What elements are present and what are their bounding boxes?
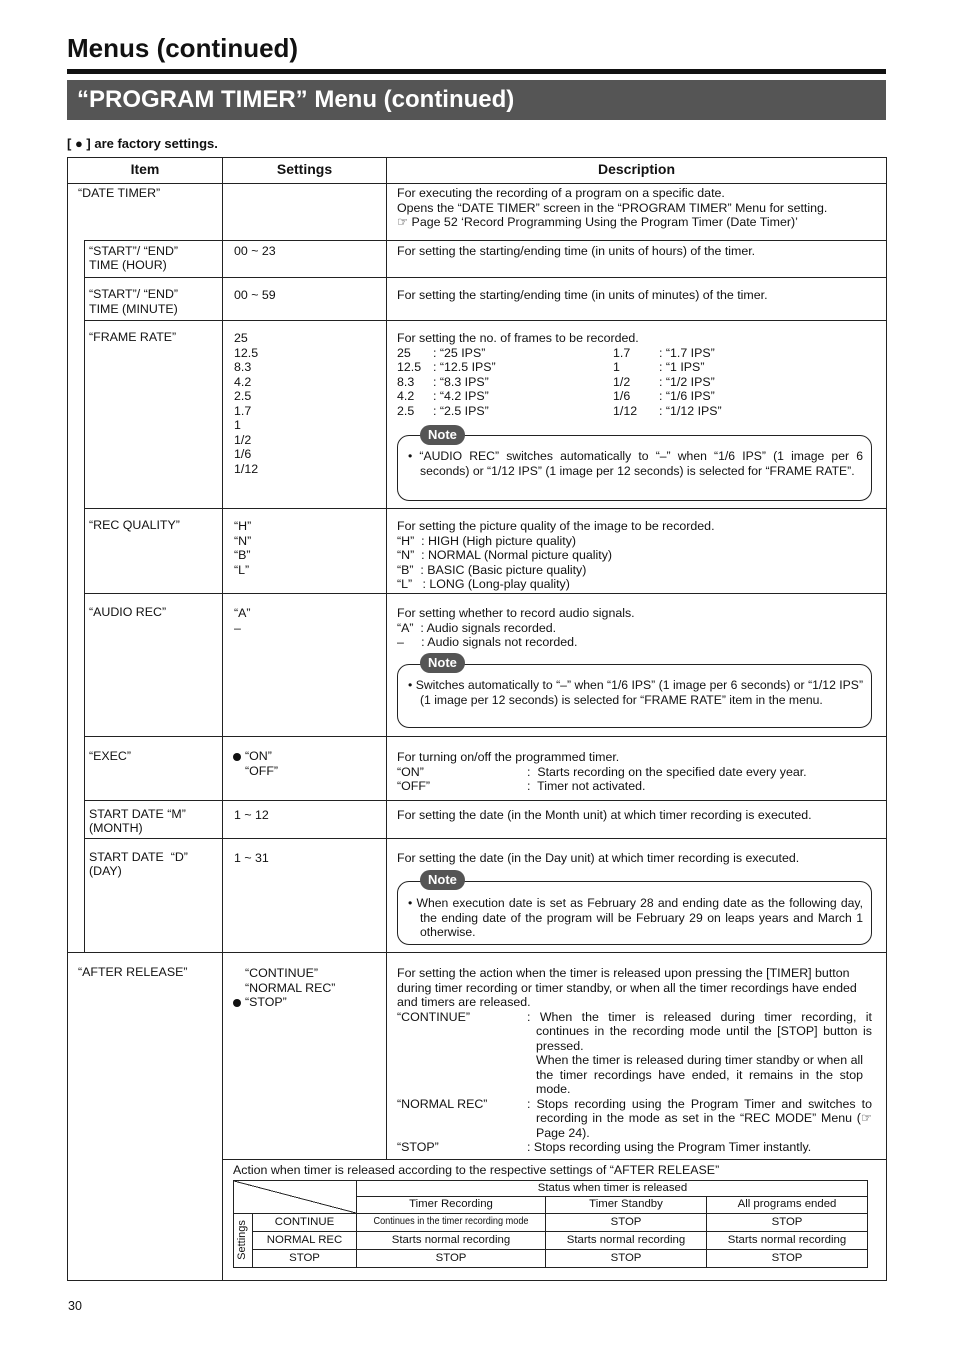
frame-rate-option: 1/12: [234, 461, 259, 476]
desc-rec-quality-b: “B” : BASIC (Basic picture quality): [397, 562, 587, 577]
frame-rate-label: : “12.5 IPS”: [433, 360, 496, 374]
item-frame-rate: “FRAME RATE”: [89, 330, 177, 344]
desc-date-timer-2: Opens the “DATE TIMER” screen in the “PROGRAM TIMER” Menu for setting.: [397, 201, 828, 215]
settings-time-hour: 00 ~ 23: [234, 244, 276, 258]
item-time-hour-2: TIME (HOUR): [89, 258, 167, 272]
frame-rate-option: 1.7: [234, 403, 252, 418]
item-start-date-month-1: START DATE “M”: [89, 807, 186, 821]
desc-exec: For turning on/off the programmed timer.: [397, 750, 620, 764]
desc-exec-off-text: : Timer not activated.: [527, 779, 646, 793]
item-after-release: “AFTER RELEASE”: [78, 965, 188, 979]
desc-frame-rate: For setting the no. of frames to be recorded.: [397, 331, 639, 345]
desc-after-release-normal-text: : Stops recording using the Program Timer and switches to recording in the mode as set in the “REC MODE” Menu (☞ Page 24).: [527, 1096, 872, 1140]
settings-rec-quality-l: “L”: [234, 562, 250, 577]
frame-rate-label: : “1/6 IPS”: [659, 389, 715, 403]
desc-after-release-2: during timer recording or timer standby, or when all the timer recordings have ended: [397, 980, 857, 995]
desc-start-date-day: For setting the date (in the Day unit) at which timer recording is executed.: [397, 851, 800, 865]
settings-after-release-stop: “STOP”: [245, 995, 287, 1009]
desc-rec-quality-h: “H” : HIGH (High picture quality): [397, 533, 577, 548]
settings-start-date-month: 1 ~ 12: [234, 808, 269, 822]
frame-rate-label: : “8.3 IPS”: [433, 374, 489, 389]
frame-rate-value: 4.2: [397, 389, 415, 403]
frame-rate-option: 1/6: [234, 447, 252, 461]
desc-after-release-1: For setting the action when the timer is released upon pressing the [TIMER] button: [397, 966, 850, 980]
desc-date-timer-ref: ☞ Page 52 ‘Record Programming Using the Program Timer (Date Timer)’: [397, 215, 798, 229]
note-start-date-day: • When execution date is set as February 28 and ending date as the following day, the ending date of the program will be February 29 on leaps years and March 1 otherwise.: [408, 896, 863, 939]
frame-rate-value: 8.3: [397, 374, 415, 389]
settings-rec-quality-h: “H”: [234, 519, 252, 533]
note-label: Note: [420, 425, 465, 445]
frame-rate-label: : “25 IPS”: [433, 345, 486, 360]
settings-exec-off: “OFF”: [245, 764, 279, 778]
settings-exec-on: “ON”: [245, 749, 272, 763]
item-start-date-month-2: (MONTH): [89, 821, 143, 835]
desc-time-minute: For setting the starting/ending time (in units of minutes) of the timer.: [397, 288, 768, 302]
settings-audio-rec-a: “A”: [234, 606, 251, 620]
item-exec: “EXEC”: [89, 749, 131, 763]
desc-exec-on-label: “ON”: [397, 764, 424, 779]
desc-after-release-stop-text: : Stops recording using the Program Timer instantly.: [527, 1140, 812, 1154]
note-audio-rec: • Switches automatically to “–” when “1/6 IPS” (1 image per 6 seconds) or “1/12 IPS” (1 image per 12 seconds) is selected for “FRAME RATE” item in the menu.: [408, 678, 863, 707]
desc-time-hour: For setting the starting/ending time (in units of hours) of the timer.: [397, 244, 756, 258]
item-time-hour-1: “START”/ “END”: [89, 244, 179, 258]
frame-rate-label: : “1.7 IPS”: [659, 345, 715, 360]
release-cell: STOP: [771, 1251, 803, 1264]
frame-rate-label: : “2.5 IPS”: [433, 403, 489, 418]
frame-rate-label: : “4.2 IPS”: [433, 389, 489, 403]
release-cell: Continues in the timer recording mode: [373, 1216, 529, 1227]
desc-after-release-normal-label: “NORMAL REC”: [397, 1096, 488, 1111]
release-table-caption: Action when timer is released according to the respective settings of “AFTER RELEASE”: [233, 1163, 720, 1177]
desc-rec-quality-n: “N” : NORMAL (Normal picture quality): [397, 548, 613, 562]
release-row-label: STOP: [289, 1251, 320, 1264]
release-col-all-ended: All programs ended: [737, 1198, 837, 1210]
settings-rec-quality-n: “N”: [234, 533, 252, 548]
settings-rec-quality-b: “B”: [234, 548, 251, 562]
release-col-timer-standby: Timer Standby: [589, 1198, 663, 1210]
frame-rate-value: 2.5: [397, 403, 415, 418]
note-frame-rate: • “AUDIO REC” switches automatically to “–” when “1/6 IPS” (1 image per 6 seconds) or “1/12 IPS” (1 image per 12 seconds) is selected for “FRAME RATE”.: [408, 449, 863, 478]
note-label: Note: [420, 653, 465, 673]
frame-rate-value: 1: [613, 360, 620, 374]
desc-audio-rec-off: – : Audio signals not recorded.: [397, 635, 578, 649]
frame-rate-option: 25: [234, 331, 248, 345]
frame-rate-value: 1/12: [613, 403, 638, 418]
frame-rate-option: 4.2: [234, 374, 252, 389]
page-title: Menus (continued): [67, 33, 299, 63]
item-time-minute-1: “START”/ “END”: [89, 287, 179, 301]
desc-after-release-3: and timers are released.: [397, 995, 531, 1009]
column-header-settings: Settings: [276, 161, 333, 177]
release-cell: STOP: [435, 1251, 467, 1264]
release-cell: STOP: [610, 1215, 642, 1228]
item-rec-quality: “REC QUALITY”: [89, 518, 180, 532]
release-row-label: CONTINUE: [274, 1215, 335, 1228]
item-start-date-day-2: (DAY): [89, 864, 122, 878]
release-row-label: NORMAL REC: [266, 1233, 343, 1246]
release-cell: STOP: [610, 1251, 642, 1264]
frame-rate-option: 1: [234, 418, 241, 432]
frame-rate-label: : “1/12 IPS”: [659, 403, 722, 418]
release-cell: Starts normal recording: [391, 1233, 511, 1246]
settings-audio-rec-off: –: [234, 620, 241, 635]
settings-start-date-day: 1 ~ 31: [234, 851, 269, 865]
desc-exec-on-text: : Starts recording on the specified date every year.: [527, 764, 807, 779]
release-col-timer-recording: Timer Recording: [409, 1198, 493, 1210]
frame-rate-value: 1.7: [613, 345, 631, 360]
settings-after-release-normal-rec: “NORMAL REC”: [245, 980, 336, 995]
release-cell: Starts normal recording: [566, 1233, 686, 1246]
item-audio-rec: “AUDIO REC”: [89, 605, 167, 619]
frame-rate-label: : “1 IPS”: [659, 360, 705, 374]
desc-exec-off-label: “OFF”: [397, 779, 431, 793]
frame-rate-value: 1/2: [613, 374, 631, 389]
frame-rate-value: 12.5: [397, 360, 422, 374]
desc-start-date-month: For setting the date (in the Month unit) at which timer recording is executed.: [397, 808, 812, 822]
section-banner-text: “PROGRAM TIMER” Menu (continued): [77, 86, 515, 113]
settings-time-minute: 00 ~ 59: [234, 288, 276, 302]
column-header-item: Item: [130, 161, 160, 177]
desc-after-release-continue-text: : When the timer is released during timer recording, it continues in the recording mode until the [STOP] button is pressed.: [527, 1009, 872, 1053]
factory-settings-note: [ ● ] are factory settings.: [67, 136, 218, 151]
desc-rec-quality-l: “L” : LONG (Long-play quality): [397, 577, 570, 591]
note-label: Note: [420, 870, 465, 890]
frame-rate-option: 1/2: [234, 432, 252, 447]
desc-rec-quality: For setting the picture quality of the image to be recorded.: [397, 519, 715, 533]
desc-after-release-continue-text-2: When the timer is released during timer standby or when all the timer recordings have ended, it remains in the stop mode.: [536, 1053, 863, 1096]
frame-rate-value: 25: [397, 345, 411, 360]
page-number: 30: [68, 1299, 82, 1313]
release-table-side-label: Settings: [236, 1220, 248, 1260]
frame-rate-option: 8.3: [234, 360, 252, 374]
release-table-status-header: Status when timer is released: [537, 1182, 688, 1194]
release-cell: STOP: [771, 1215, 803, 1228]
frame-rate-option: 12.5: [234, 345, 259, 360]
desc-after-release-stop-label: “STOP”: [397, 1140, 439, 1154]
item-time-minute-2: TIME (MINUTE): [89, 302, 178, 316]
release-cell: Starts normal recording: [727, 1233, 847, 1246]
item-date-timer: “DATE TIMER”: [78, 186, 161, 200]
desc-date-timer-1: For executing the recording of a program on a specific date.: [397, 186, 725, 200]
item-start-date-day-1: START DATE “D”: [89, 850, 188, 864]
desc-audio-rec: For setting whether to record audio signals.: [397, 606, 635, 620]
desc-after-release-continue-label: “CONTINUE”: [397, 1009, 470, 1024]
settings-after-release-continue: “CONTINUE”: [245, 966, 318, 980]
desc-audio-rec-a: “A” : Audio signals recorded.: [397, 620, 557, 635]
frame-rate-label: : “1/2 IPS”: [659, 374, 715, 389]
frame-rate-value: 1/6: [613, 389, 631, 403]
column-header-description: Description: [597, 161, 675, 177]
frame-rate-option: 2.5: [234, 389, 252, 403]
